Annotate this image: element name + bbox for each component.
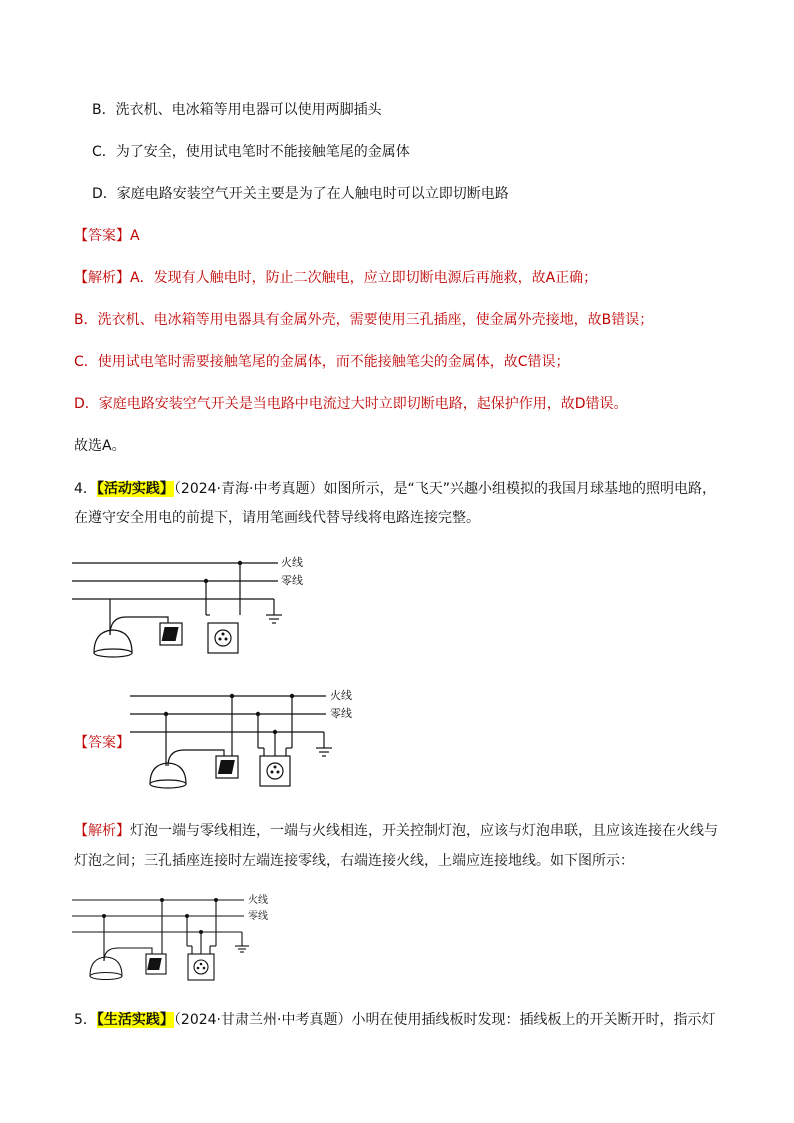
q5-stem-text1: 小明在使用插线板时发现：插线板上的开关断开时，指示灯 (351, 1012, 716, 1028)
label-neutral-wire: 零线 (281, 574, 303, 587)
q4-stem-line2: 在遵守安全用电的前提下，请用笔画线代替导线将电路连接完整。 (74, 510, 480, 526)
q4-stem-text1: 如图所示，是“飞天”兴趣小组模拟的我国月球基地的照明电路， (323, 481, 716, 497)
option-b: B．洗衣机、电冰箱等用电器可以使用两脚插头 (92, 102, 382, 118)
q4-analysis-tag: 【解析】 (74, 823, 130, 839)
analysis-line-b: B．洗衣机、电冰箱等用电器具有金属外壳，需要使用三孔插座，使金属外壳接地，故B错误； (74, 312, 654, 328)
label-live-wire-2: 火线 (330, 689, 352, 702)
circuit-diagram-answer (128, 684, 378, 804)
option-c: C．为了安全，使用试电笔时不能接触笔尾的金属体 (92, 144, 410, 160)
q4-source: （2024·青海·中考真题） (173, 481, 324, 497)
q4-analysis-line2: 灯泡之间；三孔插座连接时左端连接零线，右端连接火线，上端应连接地线。如下图所示： (74, 853, 634, 869)
answer-line (74, 226, 140, 246)
circuit-diagram-explained (66, 886, 286, 991)
conclusion: 故选A。 (74, 438, 126, 454)
q5-number: 5． (74, 1012, 97, 1028)
label-live-wire: 火线 (281, 556, 303, 569)
label-neutral-wire-2: 零线 (330, 707, 352, 720)
circuit-diagram-problem (60, 545, 320, 670)
analysis-line-a (74, 268, 597, 288)
label-neutral-wire-3: 零线 (248, 911, 268, 922)
q4-number: 4． (74, 481, 97, 497)
socket-icon (208, 623, 238, 653)
analysis-text-a: A．发现有人触电时，防止二次触电，应立即切断电源后再施救，故A正确； (130, 270, 598, 286)
analysis-line-d: D．家庭电路安装空气开关是当电路中电流过大时立即切断电路，起保护作用，故D错误。 (74, 396, 628, 412)
q4-analysis-line1 (74, 821, 718, 841)
q4-stem-line1 (74, 479, 716, 499)
analysis-line-c: C．使用试电笔时需要接触笔尾的金属体，而不能接触笔尖的金属体，故C错误； (74, 354, 570, 370)
option-d: D．家庭电路安装空气开关主要是为了在人触电时可以立即切断电路 (92, 186, 509, 202)
q4-category-tag: 【活动实践】 (96, 481, 174, 497)
q4-answer-tag: 【答案】 (74, 735, 130, 751)
q5-source: （2024·甘肃兰州·中考真题） (173, 1012, 352, 1028)
q5-stem-line1 (74, 1010, 715, 1030)
answer-tag: 【答案】 (74, 228, 130, 244)
label-live-wire-3: 火线 (248, 895, 268, 906)
answer-value: A (130, 228, 140, 244)
analysis-tag: 【解析】 (74, 270, 130, 286)
q4-analysis-text1: 灯泡一端与零线相连，一端与火线相连，开关控制灯泡，应该与灯泡串联，且应该连接在火线与 (130, 823, 718, 839)
q5-category-tag: 【生活实践】 (96, 1012, 174, 1028)
